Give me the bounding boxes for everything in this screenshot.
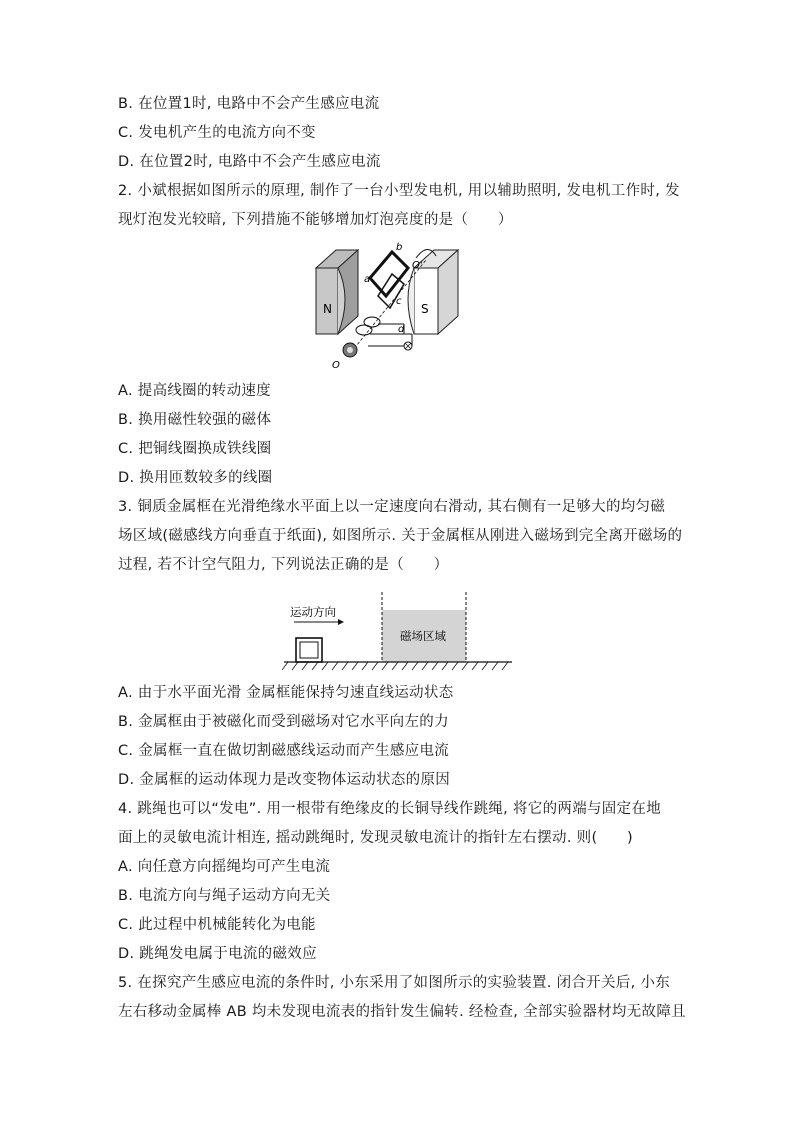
option-3b: B. 金属框由于被磁化而受到磁场对它水平向左的力 [118,714,449,730]
option-4c: C. 此过程中机械能转化为电能 [118,917,316,933]
option-2b: B. 换用磁性较强的磁体 [118,412,272,428]
question-4-line-1: 4. 跳绳也可以“发电”. 用一根带有绝缘皮的长铜导线作跳绳, 将它的两端与固定在地 [118,801,662,817]
option-1d: D. 在位置2时, 电路中不会产生感应电流 [118,154,381,170]
option-1b: B. 在位置1时, 电路中不会产生感应电流 [118,96,380,112]
question-5-line-1: 5. 在探究产生感应电流的条件时, 小东采用了如图所示的实验装置. 闭合开关后, 小东 [118,975,670,991]
option-3c: C. 金属框一直在做切割磁感线运动而产生感应电流 [118,743,450,759]
question-2-line-2: 现灯泡发光较暗, 下列措施不能够增加灯泡亮度的是（ ） [118,212,513,228]
generator-figure [308,238,478,372]
question-2-line-1: 2. 小斌根据如图所示的原理, 制作了一台小型发电机, 用以辅助照明, 发电机工作时, 发 [118,183,680,199]
question-3-line-3: 过程, 若不计空气阻力, 下列说法正确的是（ ） [118,557,449,573]
label-a: a [364,274,371,285]
pole-s-label: S [421,302,429,316]
question-3-line-1: 3. 铜质金属框在光滑绝缘水平面上以一定速度向右滑动, 其右侧有一足够大的均匀磁 [118,499,666,515]
option-4b: B. 电流方向与绳子运动方向无关 [118,888,331,904]
question-4-line-2: 面上的灵敏电流计相连, 摇动跳绳时, 发现灵敏电流计的指针左右摆动. 则( ) [118,830,633,846]
option-2c: C. 把铜线圈换成铁线圈 [118,441,272,457]
magnetic-field-figure [282,588,514,674]
question-3-line-2: 场区域(磁感线方向垂直于纸面), 如图所示. 关于金属框从刚进入磁场到完全离开磁场的 [118,528,683,544]
label-d: d [398,324,405,335]
option-3d: D. 金属框的运动体现力是改变物体运动状态的原因 [118,772,451,788]
label-b: b [396,242,403,253]
motion-direction-label: 运动方向 [290,605,336,619]
field-region-label: 磁场区域 [400,629,446,643]
label-o-prime: O' [412,260,423,271]
option-2a: A. 提高线圈的转动速度 [118,383,271,399]
option-4a: A. 向任意方向摇绳均可产生电流 [118,859,331,875]
pole-n-label: N [323,302,332,316]
label-c: c [396,296,402,307]
label-o: O [332,360,340,371]
question-5-line-2: 左右移动金属棒 AB 均未发现电流表的指针发生偏转. 经检查, 全部实验器材均无故障且 [118,1004,686,1020]
option-4d: D. 跳绳发电属于电流的磁效应 [118,946,317,962]
option-3a: A. 由于水平面光滑 金属框能保持匀速直线运动状态 [118,685,454,701]
option-1c: C. 发电机产生的电流方向不变 [118,125,316,141]
option-2d: D. 换用匝数较多的线圈 [118,470,273,486]
